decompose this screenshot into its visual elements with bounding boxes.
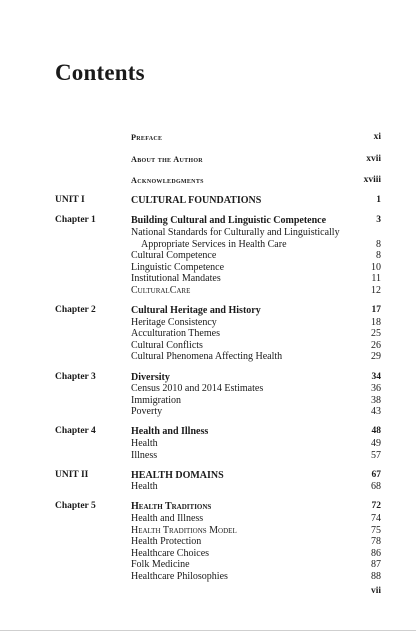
entry-title: Health bbox=[131, 481, 158, 493]
page-number: 74 bbox=[371, 512, 381, 524]
page-number: 25 bbox=[371, 328, 381, 340]
entry-title: Illness bbox=[131, 449, 158, 461]
toc-subentry[interactable] bbox=[0, 525, 416, 537]
page-number: 72 bbox=[371, 501, 381, 512]
unit-label: UNIT II bbox=[55, 469, 89, 480]
page-number: 43 bbox=[371, 406, 381, 418]
toc-subentry[interactable] bbox=[0, 328, 416, 340]
page-number: xvii bbox=[366, 153, 381, 164]
toc-entry-preface[interactable] bbox=[0, 132, 416, 144]
toc-subentry[interactable] bbox=[0, 450, 416, 462]
page-number: 67 bbox=[371, 469, 381, 480]
chapter-title: Diversity bbox=[131, 371, 170, 383]
entry-title: Poverty bbox=[131, 406, 163, 418]
page-number: 1 bbox=[376, 195, 381, 206]
toc-subentry[interactable] bbox=[0, 438, 416, 450]
page-number: xi bbox=[373, 132, 381, 142]
chapter-label: Chapter 3 bbox=[55, 371, 96, 382]
entry-title: Acknowledgments bbox=[131, 176, 204, 186]
unit-label: UNIT I bbox=[55, 195, 85, 206]
page-number: 34 bbox=[371, 371, 381, 382]
entry-title: Cultural Conflicts bbox=[131, 339, 203, 351]
entry-title: Census 2010 and 2014 Estimates bbox=[131, 383, 264, 395]
toc-subentry[interactable] bbox=[0, 571, 416, 583]
page-number: 26 bbox=[371, 339, 381, 351]
toc-subentry[interactable] bbox=[0, 559, 416, 571]
entry-title: Institutional Mandates bbox=[131, 273, 221, 285]
chapter-label: Chapter 1 bbox=[55, 215, 96, 226]
page-number: 78 bbox=[371, 536, 381, 548]
toc-chapter-1[interactable] bbox=[0, 215, 416, 227]
entry-title: Health and Illness bbox=[131, 512, 204, 524]
toc-unit-1[interactable] bbox=[0, 195, 416, 207]
entry-title: Health Protection bbox=[131, 536, 202, 548]
toc-subentry[interactable] bbox=[0, 285, 416, 297]
toc-entry-acknowledgments[interactable] bbox=[0, 175, 416, 187]
page-number: 88 bbox=[371, 570, 381, 582]
page-number: 57 bbox=[371, 449, 381, 461]
page-number: 49 bbox=[371, 437, 381, 449]
page-number: 8 bbox=[376, 250, 381, 262]
chapter-label: Chapter 4 bbox=[55, 426, 96, 437]
page-folio: vii bbox=[370, 586, 381, 596]
page-number: 87 bbox=[371, 559, 381, 571]
entry-title: Appropriate Services in Health Care bbox=[141, 238, 287, 250]
entry-title: Preface bbox=[131, 133, 163, 142]
page-number: 3 bbox=[376, 215, 381, 226]
chapter-label: Chapter 2 bbox=[55, 305, 96, 316]
toc-subentry[interactable] bbox=[0, 340, 416, 352]
chapter-title: Health and Illness bbox=[131, 426, 209, 438]
chapter-title: Cultural Heritage and History bbox=[131, 305, 261, 317]
entry-title: Folk Medicine bbox=[131, 559, 190, 571]
entry-title: Heritage Consistency bbox=[131, 316, 217, 328]
page-number: 29 bbox=[371, 351, 381, 363]
page-number: 17 bbox=[371, 305, 381, 316]
toc-subentry[interactable] bbox=[0, 273, 416, 285]
table-of-contents bbox=[0, 132, 416, 583]
toc-subentry[interactable] bbox=[0, 250, 416, 262]
entry-title: Healthcare Choices bbox=[131, 547, 210, 559]
toc-subentry[interactable] bbox=[0, 481, 416, 493]
toc-subentry[interactable] bbox=[0, 383, 416, 395]
entry-title: About the Author bbox=[131, 154, 203, 164]
chapter-title: Building Cultural and Linguistic Competence bbox=[131, 215, 327, 227]
toc-chapter-5[interactable] bbox=[0, 501, 416, 513]
page-number: 10 bbox=[371, 261, 381, 273]
toc-chapter-2[interactable] bbox=[0, 305, 416, 317]
unit-title: HEALTH DOMAINS bbox=[131, 469, 224, 481]
toc-subentry[interactable] bbox=[0, 536, 416, 548]
toc-subentry[interactable] bbox=[0, 548, 416, 560]
entry-title: Linguistic Competence bbox=[131, 261, 225, 273]
entry-title: Health Traditions Model bbox=[131, 524, 237, 536]
page-number: 11 bbox=[371, 273, 381, 285]
chapter-label: Chapter 5 bbox=[55, 501, 96, 512]
entry-title: National Standards for Culturally and Linguistically bbox=[131, 226, 340, 238]
page-number: 36 bbox=[371, 383, 381, 395]
toc-unit-2[interactable] bbox=[0, 470, 416, 482]
entry-title: CulturalCare bbox=[131, 284, 191, 296]
page-number: 48 bbox=[371, 426, 381, 437]
entry-title: Healthcare Philosophies bbox=[131, 570, 228, 582]
page-number: 75 bbox=[371, 524, 381, 536]
toc-subentry[interactable] bbox=[0, 513, 416, 525]
page-number: 68 bbox=[371, 481, 381, 493]
entry-title: Health bbox=[131, 437, 158, 449]
chapter-title: Health Traditions bbox=[131, 501, 212, 513]
toc-chapter-4[interactable] bbox=[0, 426, 416, 438]
toc-chapter-3[interactable] bbox=[0, 372, 416, 384]
page-number: 18 bbox=[371, 316, 381, 328]
page-number: 38 bbox=[371, 394, 381, 406]
toc-subentry[interactable] bbox=[0, 227, 416, 239]
entry-title: Immigration bbox=[131, 394, 181, 406]
unit-title: CULTURAL FOUNDATIONS bbox=[131, 195, 262, 207]
toc-subentry[interactable] bbox=[0, 406, 416, 418]
toc-subentry[interactable] bbox=[0, 395, 416, 407]
toc-subentry[interactable] bbox=[0, 317, 416, 329]
page-number: 12 bbox=[371, 284, 381, 296]
page-number: xviii bbox=[363, 175, 381, 186]
page-title: Contents bbox=[55, 60, 145, 85]
entry-title: Acculturation Themes bbox=[131, 328, 220, 340]
toc-subentry[interactable] bbox=[0, 351, 416, 363]
page-number: 8 bbox=[376, 238, 381, 250]
toc-subentry[interactable] bbox=[0, 239, 416, 251]
page-number: 86 bbox=[371, 547, 381, 559]
entry-title: Cultural Competence bbox=[131, 250, 217, 262]
toc-entry-about-author[interactable] bbox=[0, 154, 416, 166]
toc-subentry[interactable] bbox=[0, 262, 416, 274]
entry-title: Cultural Phenomena Affecting Health bbox=[131, 351, 283, 363]
